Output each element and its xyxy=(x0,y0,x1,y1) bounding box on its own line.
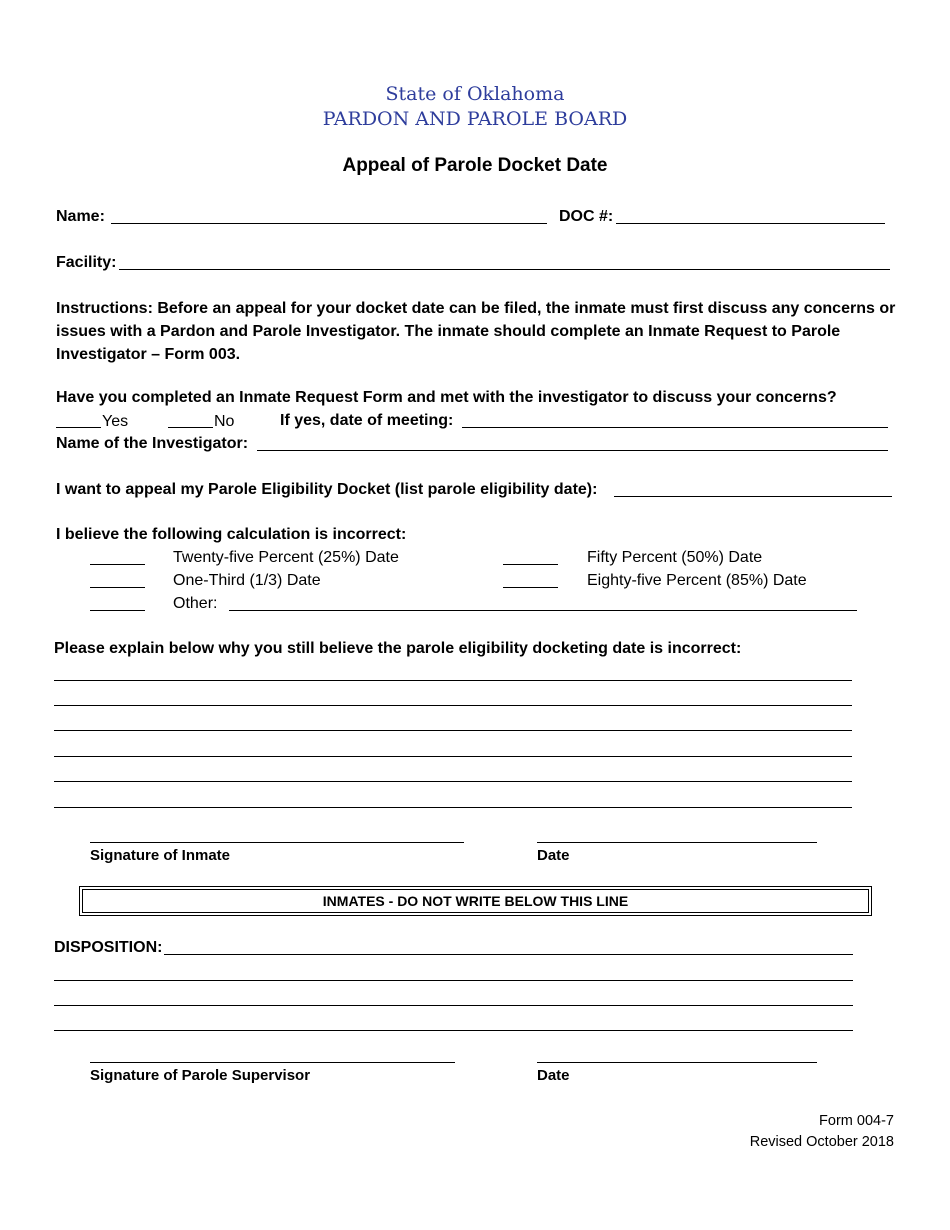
option-50-label: Fifty Percent (50%) Date xyxy=(587,549,763,566)
revision-date: Revised October 2018 xyxy=(749,1134,894,1150)
option-other-label: Other: xyxy=(173,595,218,612)
name-label: Name: xyxy=(56,208,105,225)
option-third-blank[interactable] xyxy=(90,587,145,588)
supervisor-signature-label: Signature of Parole Supervisor xyxy=(90,1067,311,1084)
yes-blank[interactable] xyxy=(56,427,101,428)
yes-label: Yes xyxy=(102,413,129,430)
do-not-write-notice xyxy=(79,886,872,916)
explanation-line[interactable] xyxy=(54,680,852,681)
option-third-label: One-Third (1/3) Date xyxy=(173,572,321,589)
option-85-blank[interactable] xyxy=(503,587,558,588)
disposition-label: DISPOSITION: xyxy=(54,939,163,956)
investigator-field[interactable] xyxy=(257,450,888,451)
facility-field[interactable] xyxy=(119,269,890,270)
meeting-date-label: If yes, date of meeting: xyxy=(280,412,454,429)
disposition-line[interactable] xyxy=(54,1005,853,1006)
notice-text: INMATES - DO NOT WRITE BELOW THIS LINE xyxy=(82,889,869,913)
inmate-signature-line[interactable] xyxy=(90,842,464,843)
explanation-line[interactable] xyxy=(54,781,852,782)
state-heading: State of Oklahoma xyxy=(385,83,565,105)
supervisor-date-label: Date xyxy=(537,1067,570,1084)
explanation-line[interactable] xyxy=(54,756,852,757)
form-number: Form 004-7 xyxy=(819,1113,894,1129)
option-other-field[interactable] xyxy=(229,610,857,611)
no-blank[interactable] xyxy=(168,427,213,428)
inmate-date-line[interactable] xyxy=(537,842,817,843)
option-25-label: Twenty-five Percent (25%) Date xyxy=(173,549,399,566)
disposition-field[interactable] xyxy=(164,954,853,955)
disposition-line[interactable] xyxy=(54,980,853,981)
inmate-date-label: Date xyxy=(537,847,570,864)
eligibility-date-field[interactable] xyxy=(614,496,892,497)
instructions: Instructions: Before an appeal for your docket date can be filed, the inmate must first discuss any concerns or issues with a Pardon and Parole Investigator. The inmate should complete an Inmate Request to Parole Investigator – Form 003. xyxy=(56,300,896,363)
appeal-docket-label: I want to appeal my Parole Eligibility Docket (list parole eligibility date): xyxy=(56,481,598,498)
doc-label: DOC #: xyxy=(559,208,614,225)
doc-number-field[interactable] xyxy=(616,223,885,224)
board-heading: PARDON AND PAROLE BOARD xyxy=(322,108,628,130)
facility-label: Facility: xyxy=(56,254,117,271)
explanation-line[interactable] xyxy=(54,730,852,731)
form-footer xyxy=(750,1111,894,1153)
page-title: Appeal of Parole Docket Date xyxy=(342,155,608,176)
investigator-label: Name of the Investigator: xyxy=(56,435,249,452)
name-field[interactable] xyxy=(111,223,547,224)
explanation-line[interactable] xyxy=(54,705,852,706)
option-50-blank[interactable] xyxy=(503,564,558,565)
meeting-date-field[interactable] xyxy=(462,427,888,428)
inmate-request-question: Have you completed an Inmate Request Form and met with the investigator to discuss your concerns? xyxy=(56,389,837,406)
option-85-label: Eighty-five Percent (85%) Date xyxy=(587,572,807,589)
explain-label: Please explain below why you still believe the parole eligibility docketing date is incorrect: xyxy=(54,640,742,657)
supervisor-date-line[interactable] xyxy=(537,1062,817,1063)
explanation-line[interactable] xyxy=(54,807,852,808)
supervisor-signature-line[interactable] xyxy=(90,1062,455,1063)
disposition-line[interactable] xyxy=(54,1030,853,1031)
option-other-blank[interactable] xyxy=(90,610,145,611)
option-25-blank[interactable] xyxy=(90,564,145,565)
calculation-heading: I believe the following calculation is incorrect: xyxy=(56,526,407,543)
inmate-signature-label: Signature of Inmate xyxy=(90,847,231,864)
no-label: No xyxy=(214,413,235,430)
